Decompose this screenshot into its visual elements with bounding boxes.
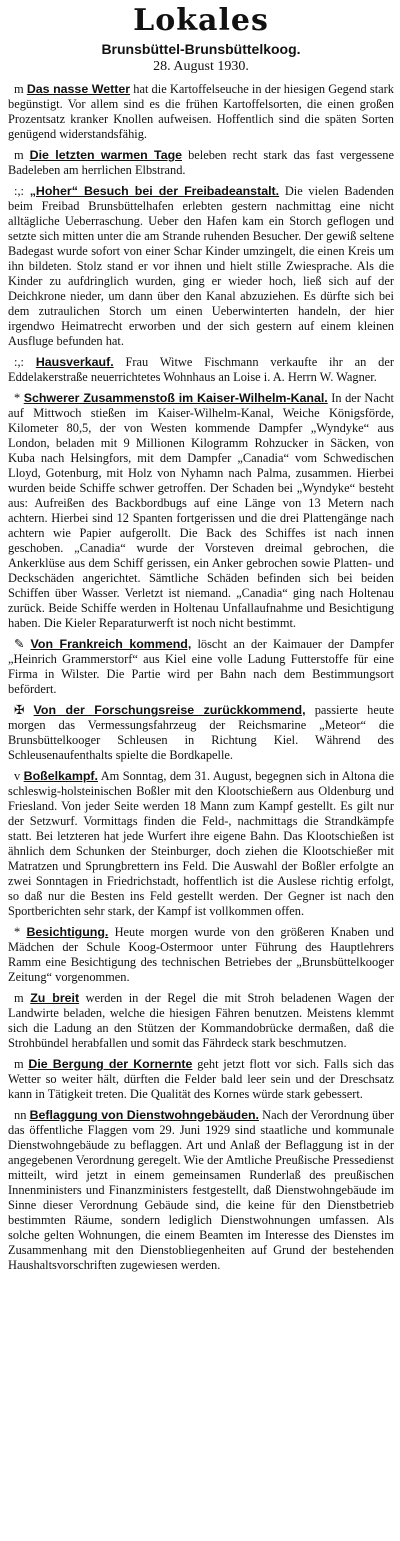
article-beflaggung (8, 1108, 394, 1273)
article-mark: ✎ (14, 637, 25, 651)
article-warme-tage (8, 148, 394, 178)
article-headline: Das nasse Wetter (26, 82, 131, 96)
masthead (8, 4, 394, 76)
article-text: löscht an der Kaimauer der Dampfer „Heinrich Grammerstorf“ aus Kiel eine volle Ladung Futterstoffe für eine Firma in Wilster. Die Partie wird per Bahn nach dem Bestimmungsort befördert. (8, 637, 394, 696)
article-headline: Von der Forschungsreise zurückkommend, (33, 703, 306, 717)
article-mark: * (14, 391, 21, 405)
article-forschungsreise (8, 703, 394, 763)
article-headline: „Hoher“ Besuch bei der Freibadeanstalt. (29, 184, 280, 198)
article-text: Nach der Verordnung über das öffentliche Flaggen vom 29. Juni 1929 sind staatliche und kommunale Dienstwohngebäude zu beflaggen. Art und Anlaß der Beflaggung ist in der angegebenen Verordnung geregelt. Wie der Amtliche Preußische Pressedienst mitteilt, wird jetzt in einem gemeinsamen Runderlaß des preußischen Innenministers und Finanzministers festgestellt, daß Dienstwohngebäude im Sinne dieser Verordnung Gebäude sind, die keine für den Dienstbetrieb bestimmten Räume, sondern lediglich Dienstwohnungen umfassen. Als solche gelten Wohnungen, die einem Beamten im Interesse des Dienstes im Zusammenhang mit den Dienstobliegenheiten auf Grund der bestehenden Haushaltsvorschriften zugewiesen werden. (8, 1108, 394, 1272)
section-title: Lokales (133, 3, 269, 38)
article-text: passierte heute morgen das Vermessungsfahrzeug der Reichsmarine „Meteor“ die Brunsbüttelkooger Schleusen in Richtung Kiel. Während des Schleusenaufenthalts spielte die Bordkapelle. (8, 703, 395, 762)
article-text: Frau Witwe Fischmann verkaufte ihr an der Eddelakerstraße neuerrichtetes Wohnhaus an Loise i. A. Herrn W. Wagner. (8, 355, 394, 384)
article-wetter (8, 82, 394, 142)
article-text: beleben recht stark das fast vergessene Badeleben am herrlichen Elbstrand. (8, 148, 395, 177)
issue-date: 28. August 1930. (153, 59, 249, 74)
article-headline: Schwerer Zusammenstoß im Kaiser-Wilhelm-Kanal. (23, 391, 328, 405)
article-text: Am Sonntag, dem 31. August, begegnen sich in Altona die schleswig-holsteinischen Boßler mit den Klootschießern aus Oldenburg und Friesland. Von jeder Seite werden 18 Mann zum Kampf gestellt. Es gilt nur der Setzwurf. Vormittags finden die Feld-, nachmittags die Strandkämpfe statt. Bei letzteren hat jede Wurfert ihre eigene Bahn. Das Klootschießen ist ähnlich dem Schunken der Steinburger, doch ziehen die Klootschießer mit Matratzen und Sprungbrettern ins Feld. Die Auswahl der Boßler erfolgte an zwei Sonntagen in Friedrichstadt, hoffentlich ist die Auslese richtig erfolgt, so daß nur die Besten ins Feld gestellt werden. Der Gegner ist nach den Sportberichten sehr stark, der Kampf ist vollkommen offen. (8, 769, 394, 918)
article-text: Die vielen Badenden beim Freibad Brunsbüttelhafen erlebten gestern nachmittag eine nicht alltägliche Ueberraschung. Ueber den Hafen kam ein Storch geflogen und setzte sich mitten unter die am Strande ruhenden Besucher. Der gewiß seltene Badegast wurde sofort von einer Schar Kinder umzingelt, die einen Kreis um ihn bildeten. Stolz stand er vor ihnen und hielt stille Zwiesprache. Als die Kinder zu aufdringlich wurden, ging er wieder hoch, ließ sich auf der Deichkrone nieder, um dann über den Kanal abzuziehen. Es dürfte sich bei dem zutraulichen Storch um einen Ueberwinterten handeln, der hier irgendwo Heimatrecht erworben und der sich gestern auf einem kleinen Ausfluge befunden hat. (8, 184, 394, 348)
article-text: Heute morgen wurde von den größeren Knaben und Mädchen der Schule Koog-Ostermoor unter Führung des Hauptlehrers Ramm eine Besichtigung des technischen Betriebes der „Brunsbüttelkooger Zeitung“ vorgenommen. (8, 925, 394, 984)
article-headline: Boßelkampf. (23, 769, 98, 783)
article-storch (8, 184, 394, 349)
article-besichtigung (8, 925, 394, 985)
locality-heading: Brunsbüttel-Brunsbüttelkoog. (101, 41, 301, 57)
article-mark: * (14, 925, 21, 939)
article-text: In der Nacht auf Mittwoch stießen im Kaiser-Wilhelm-Kanal, Weiche Königsförde, Kilometer 80,5, der von Westen kommende Dampfer „Wyndyke“ aus London, beladen mit 9 Millionen Kilogramm Rohzucker in Säcken, von Kuba nach Helsingfors, mit dem Dampfer „Canadia“ vom Schwedischen Lloyd, Gotenburg, mit Holz von Nyhamn nach Palma, zusammen. Hierbei wurden beide Schiffe schwer getroffen. Der Schaden bei „Wyndyke“ besteht aus: Aufreißen des Backbordbugs auf eine Länge von 13 Metern nach achtern. Hierbei sind 12 Spanten fortgerissen und die drei Plattengänge nach achtern wie Papier aufgerollt. Die Back des Schiffes ist nach innen geschoben. „Canadia“ wurde der Vorsteven dreimal gebrochen, die Ankerklüse aus dem Schiff gerissen, ein Anker gebrochen sowie Platten- und Deckschäden angerichtet. Sämtliche Schäden befinden sich bei beiden Schiffen über Wasser. Verletzt ist niemand. „Canadia“ ging nach Holtenau zurück. Beide Schiffe werden in Holtenau Unfallaufnahme und Besichtigung haben. Die Kieler Reparaturwerft ist noch nicht bestimmt. (8, 391, 394, 630)
article-bosselkampf (8, 769, 394, 919)
article-text: werden in der Regel die mit Stroh beladenen Wagen der Landwirte beladen, welche die hiesigen Fähren benutzen. Meistens klemmt sich die Ladung an den Stützen der Kommandobrücke dermaßen, daß die Strohbündel herabfallen und somit das Fährdeck stark beschmutzen. (8, 991, 394, 1050)
article-zusammenstoss (8, 391, 394, 631)
article-mark: v (14, 769, 21, 783)
article-mark: m (14, 1057, 24, 1071)
article-mark: m (14, 148, 24, 162)
article-kornernte (8, 1057, 394, 1102)
article-zu-breit (8, 991, 394, 1051)
article-mark: m (14, 82, 24, 96)
article-headline: Beflaggung von Dienstwohngebäuden. (29, 1108, 259, 1122)
article-headline: Die letzten warmen Tage (29, 148, 183, 162)
article-headline: Zu breit (30, 991, 80, 1005)
article-text: geht jetzt flott vor sich. Falls sich das Wetter so weiter hält, dürften die Felder bald leer sein und der Dreschsatz kann in Tätigkeit treten. Die Qualität des Kornes würde stark gebessert. (8, 1057, 394, 1101)
article-headline: Besichtigung. (26, 925, 109, 939)
article-frankreich (8, 637, 394, 697)
article-hausverkauf (8, 355, 394, 385)
article-list (8, 82, 394, 1273)
article-headline: Die Bergung der Kornernte (28, 1057, 193, 1071)
article-mark: :,: (14, 355, 24, 369)
article-text: hat die Kartoffelseuche in der hiesigen Gegend stark begünstigt. Vor allem sind es die frühen Kartoffelsorten, die einen großen Prozentsatz kranker Knollen aufweisen. Hoffentlich sind die späten Sorten genügend widerstandsfähig. (8, 82, 394, 141)
article-mark: m (14, 991, 24, 1005)
article-headline: Hausverkauf. (35, 355, 114, 369)
article-mark: nn (14, 1108, 27, 1122)
article-mark: ✠ (14, 703, 25, 717)
article-headline: Von Frankreich kommend, (30, 637, 192, 651)
article-mark: :,: (14, 184, 24, 198)
